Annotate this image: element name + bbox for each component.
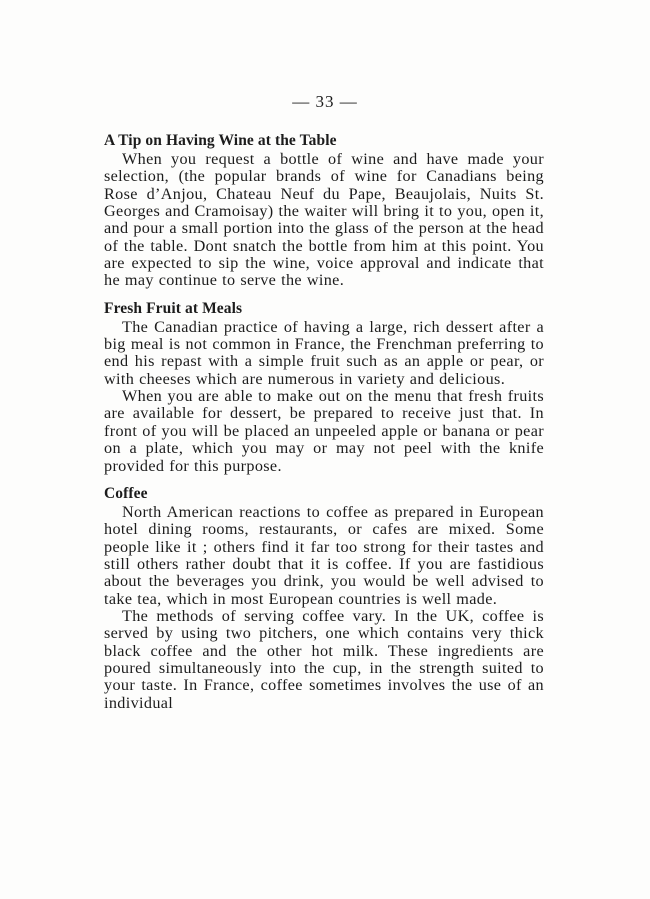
paragraph-coffee-2: The methods of serving coffee vary. In the UK, coffee is served by using two pitchers, one which contains very thick black coffee and the other hot milk. These ingredients are poured simultaneously into the cup, in the strength suited to your taste. In France, coffee sometimes involves the use of an individual [104,606,544,712]
page-body [104,130,544,712]
paragraph-fruit-1: The Canadian practice of having a large, rich dessert after a big meal is not common in France, the Frenchman preferring to end his repast with a simple fruit such as an apple or pear, or with cheeses which are numerous in variety and delicious. [104,317,544,388]
section-heading-coffee: Coffee [104,484,148,502]
page-number: — 33 — [292,92,358,111]
section-heading-fruit: Fresh Fruit at Meals [104,299,243,317]
paragraph-wine-1: When you request a bottle of wine and have made your selection, (the popular brands of wine for Canadians being Rose d’Anjou, Chateau Neuf du Pape, Beaujolais, Nuits St. Georges and Cramoisay) the waiter will bring it to you, open it, and pour a small portion into the glass of the person at the head of the table. Dont snatch the bottle from him at this point. You are expected to sip the wine, voice approval and indicate that he may continue to serve the wine. [104,150,544,290]
paragraph-coffee-1: North American reactions to coffee as prepared in European hotel dining rooms, restaurants, or cafes are mixed. Some people like it ; others find it far too strong for their tastes and still others rather doubt that it is coffee. If you are fastidious about the beverages you drink, you would be well advised to take tea, which in most European countries is well made. [104,502,544,608]
section-heading-wine: A Tip on Having Wine at the Table [104,132,337,149]
paragraph-fruit-2: When you are able to make out on the menu that fresh fruits are available for dessert, be prepared to receive just that. In front of you will be placed an unpeeled apple or banana or pear on a plate, which you may or may not peel with the knife provided for this purpose. [104,387,544,475]
